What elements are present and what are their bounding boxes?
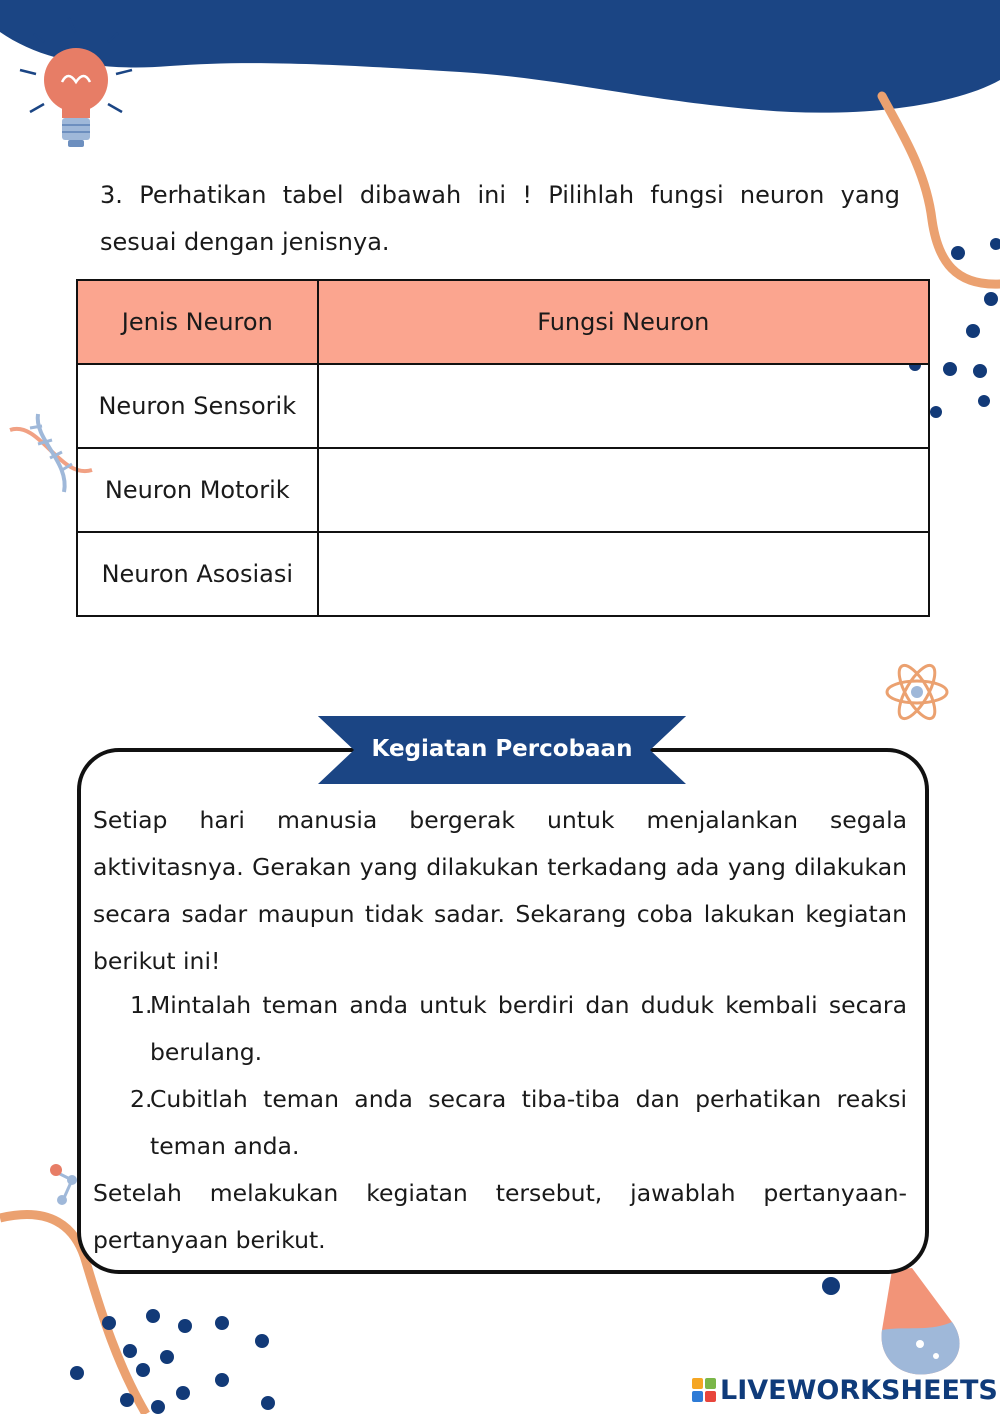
logo-mark-icon xyxy=(692,1378,716,1402)
list-item xyxy=(93,1076,907,1170)
activity-title: Kegiatan Percobaan xyxy=(371,736,633,762)
neuron-table xyxy=(76,279,930,617)
function-cell-motorik xyxy=(318,448,929,532)
neuron-type-sensorik: Neuron Sensorik xyxy=(77,364,318,448)
neuron-type-asosiasi: Neuron Asosiasi xyxy=(77,532,318,616)
function-input-motorik[interactable] xyxy=(319,449,928,531)
table-row xyxy=(77,364,929,448)
atom-icon xyxy=(887,661,947,724)
function-cell-sensorik xyxy=(318,364,929,448)
table-header-row xyxy=(77,280,929,364)
header-jenis-neuron: Jenis Neuron xyxy=(77,280,318,364)
step-number: 2. xyxy=(130,1085,153,1113)
activity-intro: Setiap hari manusia bergerak untuk menjalankan segala aktivitasnya. Gerakan yang dilakukan terkadang ada yang dilakukan secara sadar maupun tidak sadar. Sekarang coba lakukan kegiatan berikut ini! xyxy=(93,806,907,975)
header-fungsi-neuron: Fungsi Neuron xyxy=(318,280,929,364)
function-input-sensorik[interactable] xyxy=(319,365,928,447)
function-input-asosiasi[interactable] xyxy=(319,533,928,615)
table-row xyxy=(77,532,929,616)
step-text: Cubitlah teman anda secara tiba-tiba dan perhatikan reaksi teman anda. xyxy=(150,1085,907,1160)
table-row xyxy=(77,448,929,532)
brand-name: LIVEWORKSHEETS xyxy=(720,1374,998,1406)
question-text: 3. Perhatikan tabel dibawah ini ! Pilihlah fungsi neuron yang sesuai dengan jenisnya. xyxy=(100,181,900,256)
liveworksheets-logo xyxy=(692,1374,998,1406)
neuron-type-motorik: Neuron Motorik xyxy=(77,448,318,532)
list-item xyxy=(93,982,907,1076)
molecule-icon xyxy=(50,1164,77,1205)
flask-icon xyxy=(882,1268,960,1375)
activity-closing: Setelah melakukan kegiatan tersebut, jawablah pertanyaan-pertanyaan berikut. xyxy=(93,1179,907,1254)
step-text: Mintalah teman anda untuk berdiri dan duduk kembali secara berulang. xyxy=(150,991,907,1066)
activity-steps xyxy=(93,982,907,1170)
step-number: 1. xyxy=(130,991,153,1019)
function-cell-asosiasi xyxy=(318,532,929,616)
top-wave xyxy=(0,0,1000,113)
